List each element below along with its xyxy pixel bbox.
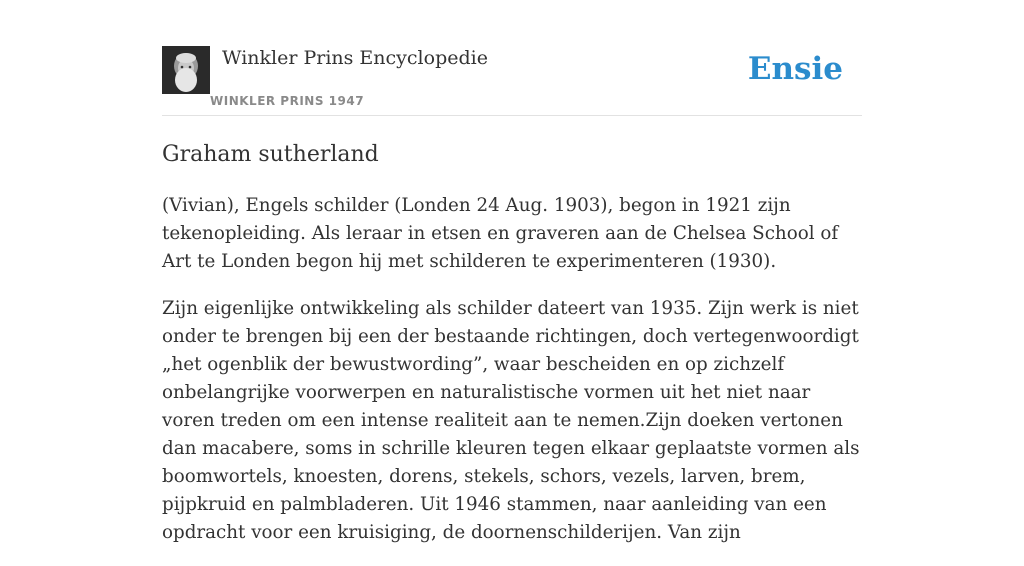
article-paragraph: Zijn eigenlijke ontwikkeling als schilder dateert van 1935. Zijn werk is niet onder te brengen bij een der bestaande richtingen, doch vertegenwoordigt „het ogenblik der bewustwording”, waar bescheiden en op zichzelf onbelangrijke voorwerpen en naturalistische vormen uit het niet naar voren treden om een intense realiteit aan te nemen.Zijn doeken vertonen dan macabere, soms in schrille kleuren tegen elkaar geplaatste vormen als boomwortels, knoesten, dorens, stekels, schors, vezels, larven, brem, pijpkruid en palmbladeren. Uit 1946 stammen, naar aanleiding van een opdracht voor een kruisiging, de doornenschilderijen. Van zijn (162, 298, 860, 543)
edition-label[interactable]: WINKLER PRINS 1947 (210, 94, 365, 108)
site-name[interactable]: Winkler Prins Encyclopedie (222, 47, 488, 69)
ensie-logo[interactable]: Ensie (747, 51, 843, 87)
page-container (162, 0, 862, 543)
site-header (162, 0, 862, 116)
author-avatar[interactable] (162, 46, 210, 94)
article-paragraph: (Vivian), Engels schilder (Londen 24 Aug. 1903), begon in 1921 zijn tekenopleiding. Als leraar in etsen en graveren aan de Chelsea School of Art te Londen begon hij met schilderen te experimenteren (1930). (162, 195, 839, 272)
portrait-icon (162, 46, 210, 94)
article-title: Graham sutherland (162, 142, 379, 167)
article-body (162, 192, 862, 566)
